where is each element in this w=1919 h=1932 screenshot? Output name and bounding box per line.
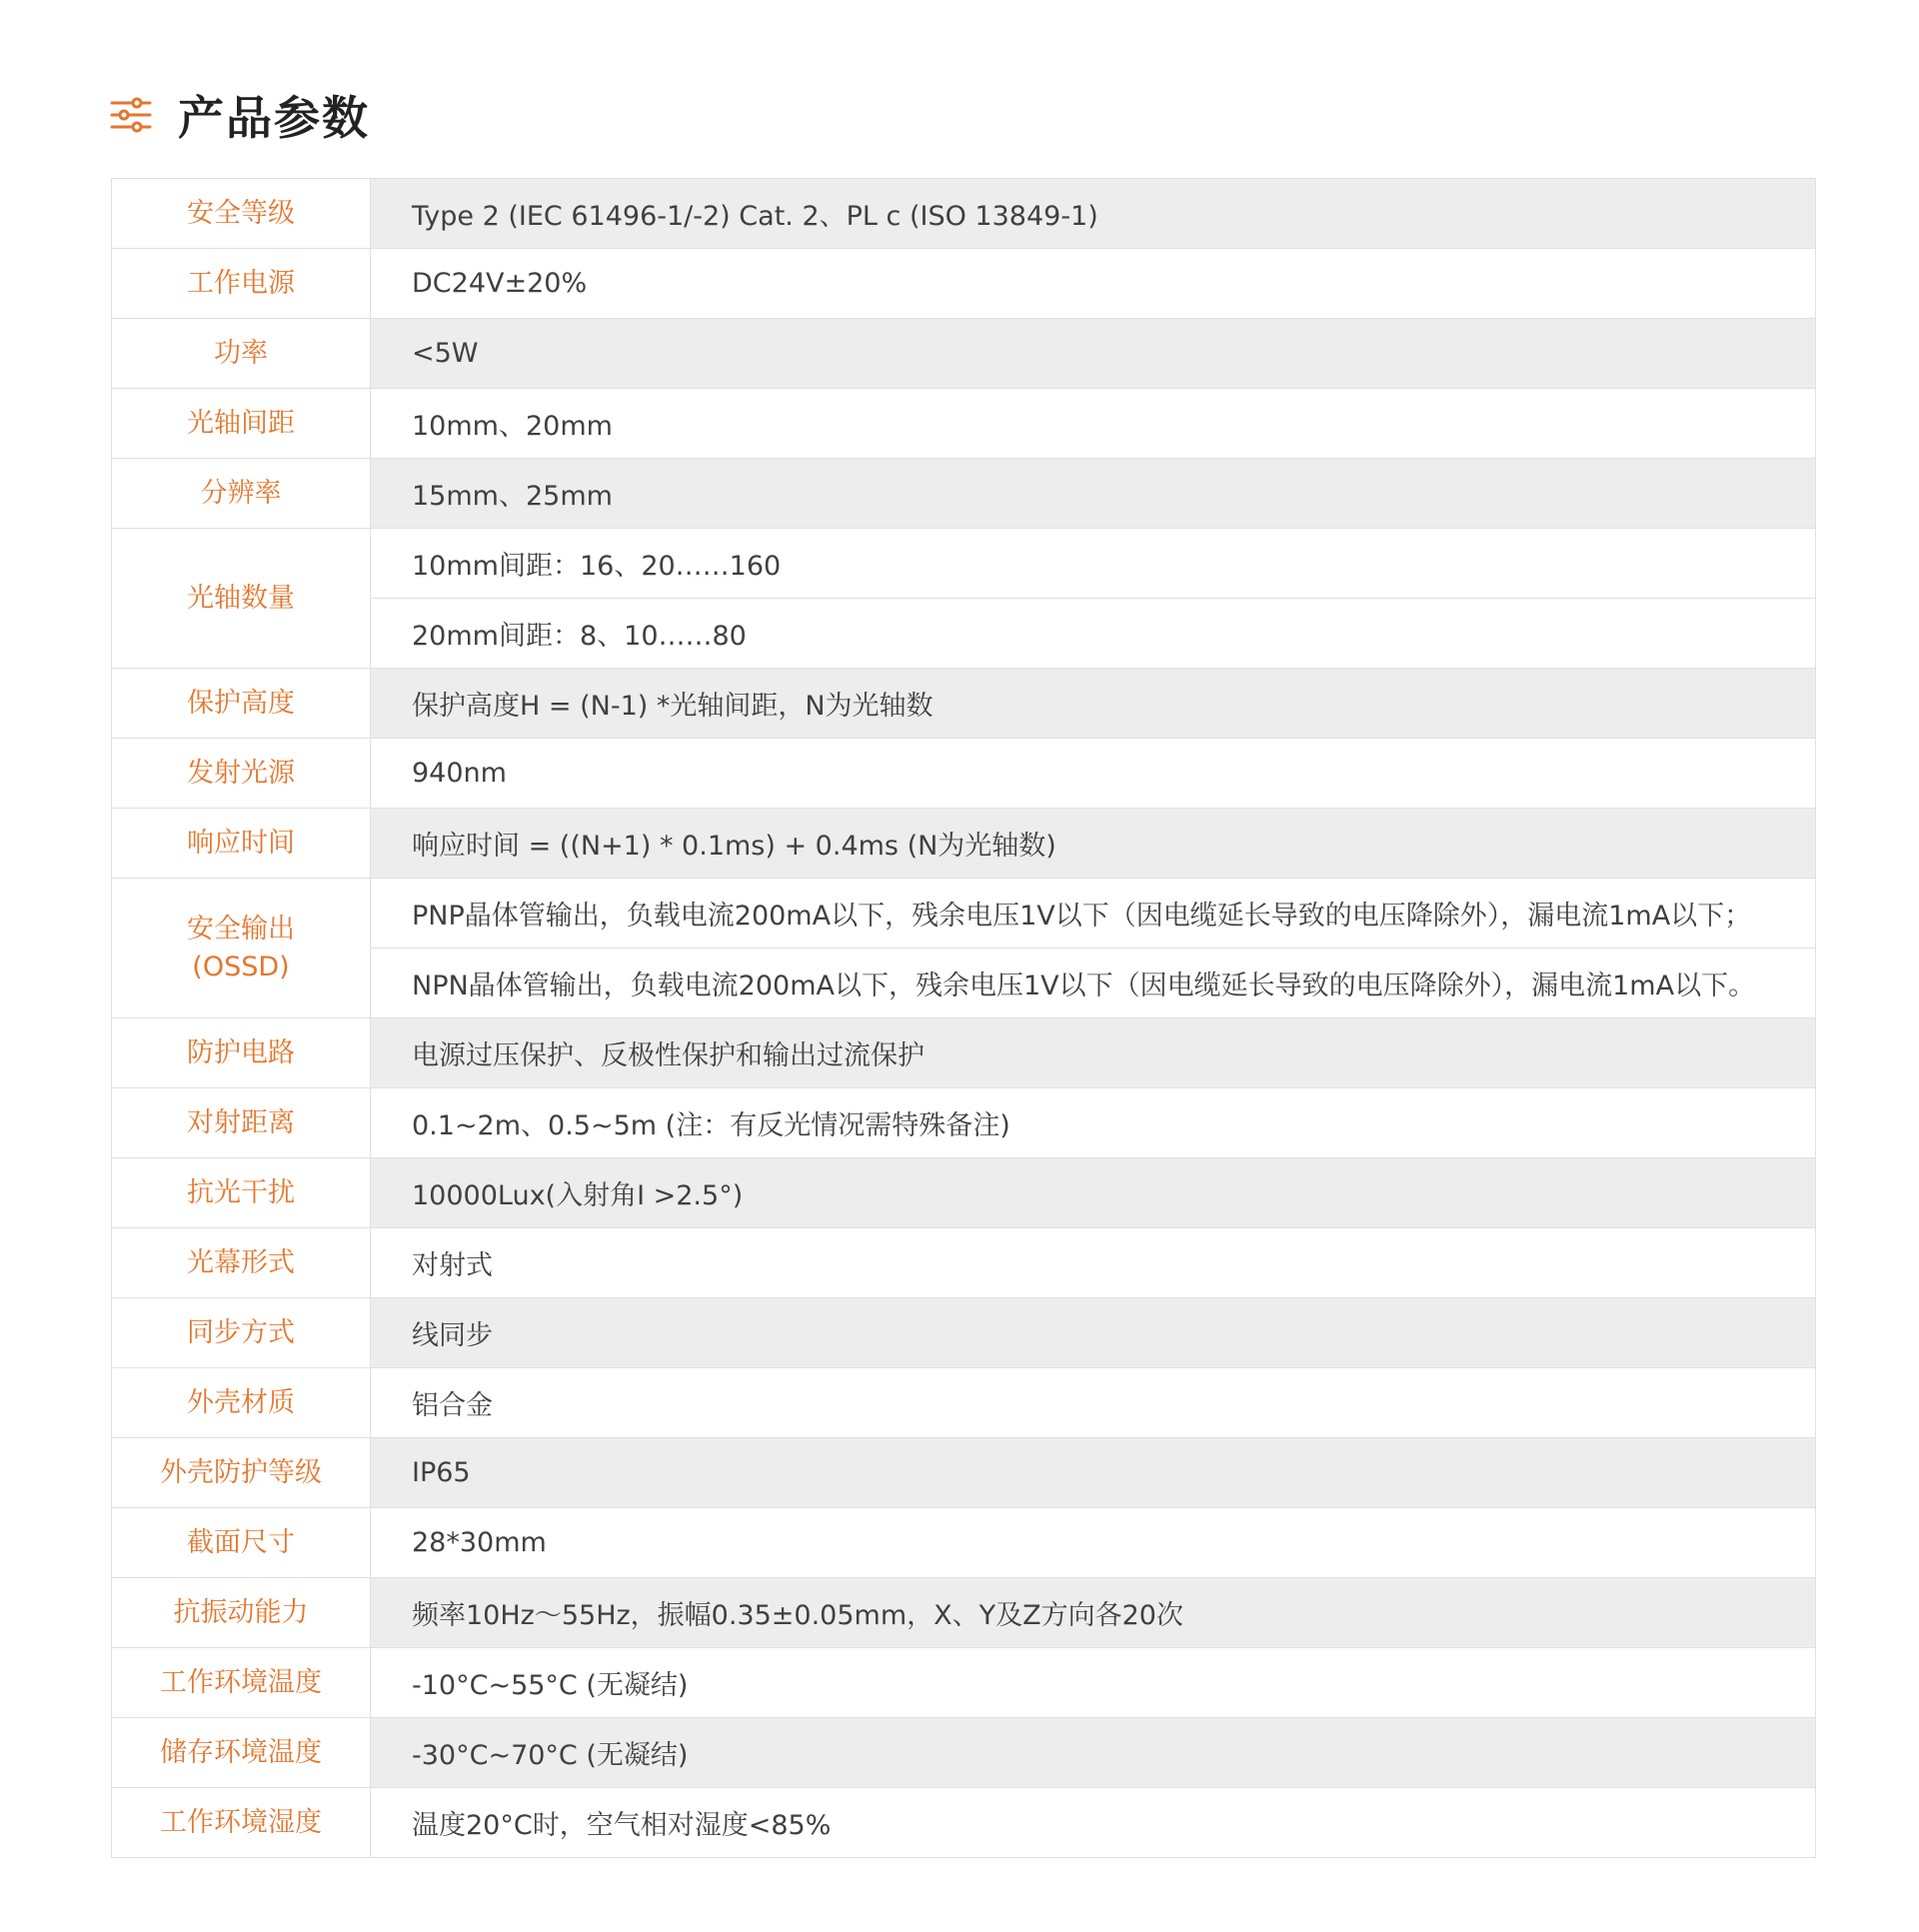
row-value: <5W bbox=[371, 319, 1816, 389]
row-value: -10°C~55°C (无凝结) bbox=[371, 1648, 1816, 1718]
row-label bbox=[112, 879, 371, 1018]
row-value: PNP晶体管输出，负载电流200mA以下，残余电压1V以下（因电缆延长导致的电压降除外），漏电流1mA以下； bbox=[371, 879, 1816, 949]
table-row bbox=[112, 1018, 1816, 1088]
table-row bbox=[112, 879, 1816, 949]
row-value: 线同步 bbox=[371, 1298, 1816, 1368]
row-label: 光轴数量 bbox=[112, 529, 371, 669]
table-row bbox=[112, 459, 1816, 529]
table-row bbox=[112, 1368, 1816, 1438]
table-row bbox=[112, 1718, 1816, 1788]
table-row bbox=[112, 1438, 1816, 1508]
row-label: 响应时间 bbox=[112, 809, 371, 879]
row-label: 外壳材质 bbox=[112, 1368, 371, 1438]
row-label: 保护高度 bbox=[112, 669, 371, 739]
row-value: 0.1~2m、0.5~5m (注：有反光情况需特殊备注) bbox=[371, 1088, 1816, 1158]
page-title: 产品参数 bbox=[178, 91, 370, 145]
row-value: DC24V±20% bbox=[371, 249, 1816, 319]
row-value: 响应时间 = ((N+1) * 0.1ms) + 0.4ms (N为光轴数) bbox=[371, 809, 1816, 879]
row-label: 截面尺寸 bbox=[112, 1508, 371, 1578]
row-value: 940nm bbox=[371, 739, 1816, 809]
row-value: 频率10Hz～55Hz，振幅0.35±0.05mm，X、Y及Z方向各20次 bbox=[371, 1578, 1816, 1648]
table-row bbox=[112, 809, 1816, 879]
table-row bbox=[112, 179, 1816, 249]
spec-table bbox=[111, 178, 1816, 1858]
row-value: -30°C~70°C (无凝结) bbox=[371, 1718, 1816, 1788]
table-row bbox=[112, 1158, 1816, 1228]
row-value: 10mm、20mm bbox=[371, 389, 1816, 459]
row-label: 光幕形式 bbox=[112, 1228, 371, 1298]
row-label: 功率 bbox=[112, 319, 371, 389]
table-row bbox=[112, 1648, 1816, 1718]
table-row bbox=[112, 529, 1816, 599]
row-value: 10mm间距：16、20……160 bbox=[371, 529, 1816, 599]
row-value: 28*30mm bbox=[371, 1508, 1816, 1578]
row-label: 光轴间距 bbox=[112, 389, 371, 459]
table-row bbox=[112, 389, 1816, 459]
row-label-sub: (OSSD) bbox=[192, 951, 290, 982]
table-row bbox=[112, 1228, 1816, 1298]
row-value: 铝合金 bbox=[371, 1368, 1816, 1438]
sliders-icon bbox=[110, 94, 152, 136]
row-label: 分辨率 bbox=[112, 459, 371, 529]
table-row bbox=[112, 739, 1816, 809]
row-label: 抗光干扰 bbox=[112, 1158, 371, 1228]
row-value: 15mm、25mm bbox=[371, 459, 1816, 529]
row-label: 安全等级 bbox=[112, 179, 371, 249]
table-row bbox=[112, 319, 1816, 389]
row-label: 对射距离 bbox=[112, 1088, 371, 1158]
row-value: 保护高度H = (N-1) *光轴间距，N为光轴数 bbox=[371, 669, 1816, 739]
table-row bbox=[112, 1508, 1816, 1578]
table-row bbox=[112, 669, 1816, 739]
row-value: 温度20°C时，空气相对湿度<85% bbox=[371, 1788, 1816, 1858]
section-header bbox=[110, 80, 370, 150]
row-label: 防护电路 bbox=[112, 1018, 371, 1088]
row-value: 20mm间距：8、10……80 bbox=[371, 599, 1816, 669]
row-label: 工作环境湿度 bbox=[112, 1788, 371, 1858]
row-label: 储存环境温度 bbox=[112, 1718, 371, 1788]
row-label: 同步方式 bbox=[112, 1298, 371, 1368]
row-label-main: 安全输出 bbox=[187, 913, 295, 945]
table-row bbox=[112, 1298, 1816, 1368]
table-row bbox=[112, 1788, 1816, 1858]
row-label: 抗振动能力 bbox=[112, 1578, 371, 1648]
table-row bbox=[112, 249, 1816, 319]
table-row bbox=[112, 1088, 1816, 1158]
row-label: 工作环境温度 bbox=[112, 1648, 371, 1718]
row-value: IP65 bbox=[371, 1438, 1816, 1508]
table-row bbox=[112, 1578, 1816, 1648]
row-label: 外壳防护等级 bbox=[112, 1438, 371, 1508]
row-value: 电源过压保护、反极性保护和输出过流保护 bbox=[371, 1018, 1816, 1088]
row-label: 工作电源 bbox=[112, 249, 371, 319]
row-value: NPN晶体管输出，负载电流200mA以下，残余电压1V以下（因电缆延长导致的电压降除外），漏电流1mA以下。 bbox=[371, 949, 1816, 1018]
row-label: 发射光源 bbox=[112, 739, 371, 809]
row-value: 10000Lux(入射角I >2.5°) bbox=[371, 1158, 1816, 1228]
row-value: 对射式 bbox=[371, 1228, 1816, 1298]
row-value: Type 2 (IEC 61496-1/-2) Cat. 2、PL c (ISO 13849-1) bbox=[371, 179, 1816, 249]
